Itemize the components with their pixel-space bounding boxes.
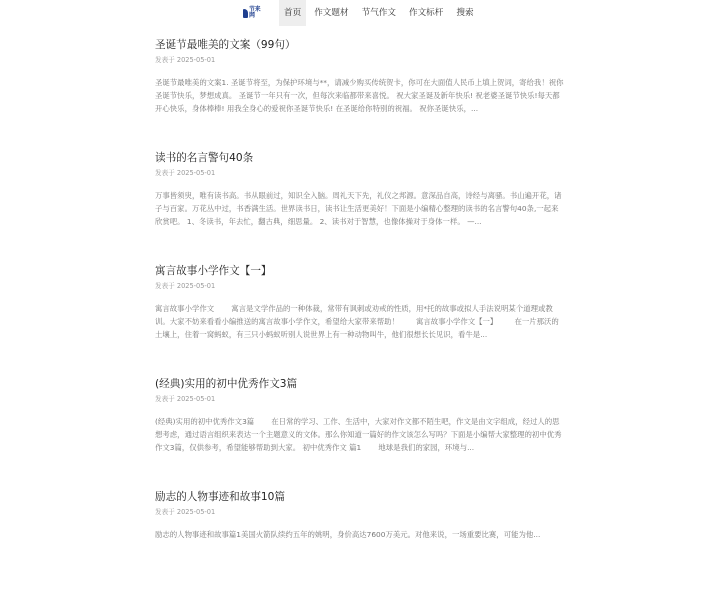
article-date: 发表于 2025-05-01 [155,56,216,64]
nav-item-home[interactable]: 首页 [279,0,306,26]
article-title[interactable]: 励志的人物事迹和故事10篇 [155,491,286,503]
article-item [155,263,565,376]
article-date: 发表于 2025-05-01 [155,508,216,516]
article-list [155,37,565,602]
article-excerpt: 励志的人物事迹和故事篇1美国火箭队续约五年的姚明，身价高达7600万美元。对他来说，一场重要比赛，可能为他... [155,530,541,539]
article-item [155,489,565,602]
article-title[interactable]: 寓言故事小学作文【一】 [155,265,272,277]
nav-item-model-essays[interactable]: 作文标杆 [408,8,444,18]
logo-text: 节来网 [248,6,261,19]
article-date: 发表于 2025-05-01 [155,395,216,403]
article-date: 发表于 2025-05-01 [155,282,216,290]
article-date: 发表于 2025-05-01 [155,169,216,177]
article-excerpt: (经典)实用的初中优秀作文3篇 在日常的学习、工作、生活中，大家对作文都不陌生吧，作文是由文字组成，经过人的思想考虑，通过语言组织来表达一个主题意义的文体。那么你知道一篇好的作文该怎么写吗？下面是小编帮大家整理的初中优秀作文3篇，仅供参考，希望能够帮助到大家。 初中优秀作文 篇1 地球是我们的家园，环境与... [155,417,562,453]
article-excerpt: 万事皆须臾，唯有读书高。书从眼前过，知识全入脑。周礼天下先，礼仪之邦源。意深品自高，诗经与离骚。书山遍开花，诸子与百家。万花丛中过，书香满生活。世界读书日，读书让生活更美好！下面是小编精心整理的读书的名言警句40条,一起来欣赏吧。 1、冬读书，年去忙，翻古典，细思量。 2、读书对于智慧，也像体操对于身体一样。 —... [155,191,562,227]
article-item [155,376,565,489]
article-item [155,37,565,150]
article-excerpt: 圣诞节最唯美的文案1. 圣诞节将至，为保护环境与**，请减少购买传统贺卡，你可在大面值人民币上填上贺词，寄给我！祝你圣诞节快乐，梦想成真。 圣诞节一年只有一次，但每次来临都带来喜悦。 祝大家圣诞及新年快乐! 祝老婆圣诞节快乐!每天都开心快乐，身体棒棒! 用我全身心的爱祝你圣诞节快乐! 在圣诞给你特别的祝福。 祝你圣诞快乐，... [155,78,564,114]
site-logo[interactable] [243,7,261,19]
nav-item-essay-topics[interactable]: 作文题材 [314,8,349,18]
article-item [155,150,565,263]
article-title[interactable]: 读书的名言警句40条 [155,152,254,164]
article-excerpt: 寓言故事小学作文 寓言是文学作品的一种体裁，常带有讽刺或劝戒的性质，用*托的故事或拟人手法说明某个道理或教训。大家不妨来看看小编推送的寓言故事小学作文，希望给大家带来帮助！ 寓言故事小学作文【一】 在一片那沃的土壤上，住着一窝蚂蚁，有三只小蚂蚁听别人说世界上有一种动物叫牛，他们很想长长见识，看牛是... [155,304,559,340]
top-navigation-bar [0,0,720,26]
main-nav [279,0,482,26]
logo-icon [243,9,248,18]
nav-item-solar-term-essays[interactable]: 节气作文 [361,8,396,18]
nav-item-search[interactable]: 搜索 [456,8,474,18]
article-title[interactable]: 圣诞节最唯美的文案（99句） [155,39,296,51]
article-title[interactable]: (经典)实用的初中优秀作文3篇 [155,378,298,390]
